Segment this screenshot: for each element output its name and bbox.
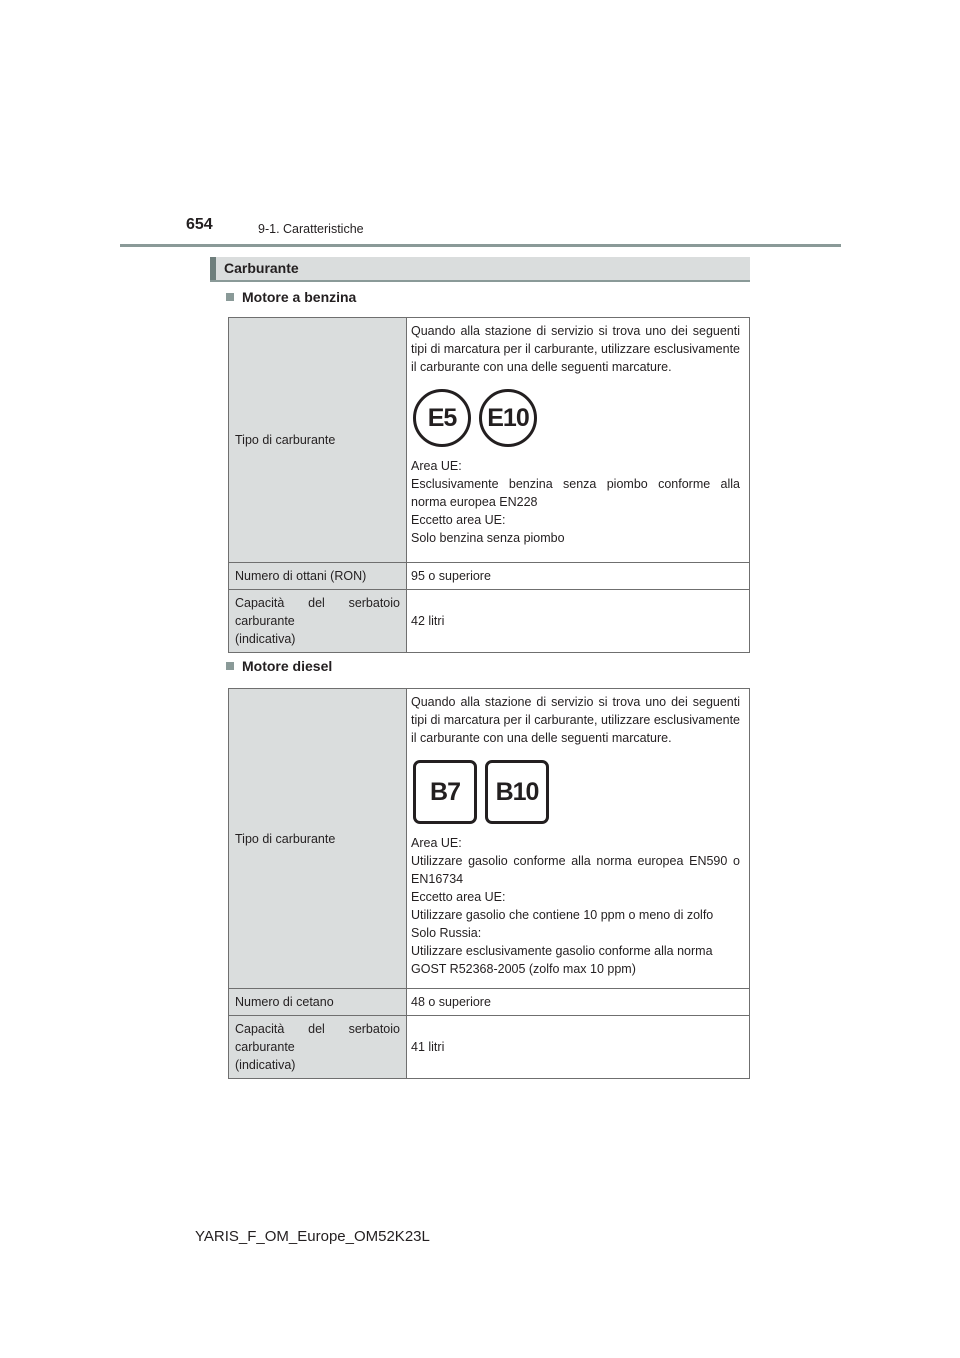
capacity-label-line: Capacità del serbatoio (235, 1022, 400, 1036)
capacity-label-line: carburante (235, 614, 295, 628)
petrol-fuel-labels (413, 389, 740, 447)
diesel-note: Eccetto area UE: (411, 890, 506, 904)
table-row (229, 689, 750, 989)
section-title: Carburante (224, 260, 299, 276)
petrol-heading-text: Motore a benzina (242, 289, 357, 305)
cetane-label: Numero di cetano (229, 989, 407, 1016)
b7-label-icon: B7 (413, 760, 477, 824)
petrol-fuel-type-value (407, 318, 750, 563)
cetane-value: 48 o superiore (407, 989, 750, 1016)
diesel-note: Utilizzare esclusivamente gasolio conforme alla norma GOST R52368-2005 (zolfo max 10 ppm) (411, 944, 713, 976)
diesel-capacity-label (229, 1016, 407, 1079)
diesel-intro: Quando alla stazione di servizio si trova uno dei seguenti tipi di marcatura per il carburante, utilizzare esclusivamente il carburante con una delle seguenti marcature. (411, 695, 740, 745)
section-title-marker (210, 257, 216, 280)
capacity-label-line: Capacità del serbatoio (235, 596, 400, 610)
capacity-label-line: (indicativa) (235, 632, 296, 646)
table-row (229, 590, 750, 653)
table-row (229, 989, 750, 1016)
petrol-capacity-value: 42 litri (407, 590, 750, 653)
diesel-note: Area UE: (411, 836, 462, 850)
diesel-fuel-labels (413, 760, 740, 824)
petrol-heading (226, 289, 356, 305)
footer-doc-id: YARIS_F_OM_Europe_OM52K23L (195, 1228, 430, 1245)
petrol-note: Esclusivamente benzina senza piombo conforme alla norma europea EN228 (411, 477, 740, 509)
page-number: 654 (186, 216, 213, 233)
diesel-fuel-type-value (407, 689, 750, 989)
capacity-label-line: (indicativa) (235, 1058, 296, 1072)
diesel-note: Utilizzare gasolio che contiene 10 ppm o meno di zolfo (411, 908, 714, 922)
diesel-note: Utilizzare gasolio conforme alla norma europea EN590 o EN16734 (411, 854, 740, 886)
diesel-heading-text: Motore diesel (242, 658, 333, 674)
petrol-fuel-type-label: Tipo di carburante (229, 318, 407, 563)
octane-value: 95 o superiore (407, 563, 750, 590)
octane-label: Numero di ottani (RON) (229, 563, 407, 590)
petrol-note: Eccetto area UE: (411, 513, 506, 527)
table-row (229, 563, 750, 590)
table-row (229, 1016, 750, 1079)
e10-label-icon: E10 (479, 389, 537, 447)
petrol-note: Solo benzina senza piombo (411, 531, 565, 545)
bullet-square-icon (226, 293, 234, 301)
diesel-heading (226, 658, 332, 674)
diesel-fuel-type-label: Tipo di carburante (229, 689, 407, 989)
b10-label-icon: B10 (485, 760, 549, 824)
diesel-spec-table (228, 688, 750, 1079)
table-row (229, 318, 750, 563)
section-path: 9-1. Caratteristiche (258, 222, 364, 236)
e5-label-icon: E5 (413, 389, 471, 447)
petrol-intro: Quando alla stazione di servizio si trova uno dei seguenti tipi di marcatura per il carburante, utilizzare esclusivamente il carburante con una delle seguenti marcature. (411, 324, 740, 374)
header-rule (120, 244, 841, 247)
petrol-capacity-label (229, 590, 407, 653)
section-title-bar (210, 257, 750, 282)
diesel-note: Solo Russia: (411, 926, 482, 940)
petrol-spec-table (228, 317, 750, 653)
petrol-note: Area UE: (411, 459, 462, 473)
capacity-label-line: carburante (235, 1040, 295, 1054)
diesel-capacity-value: 41 litri (407, 1016, 750, 1079)
bullet-square-icon (226, 662, 234, 670)
